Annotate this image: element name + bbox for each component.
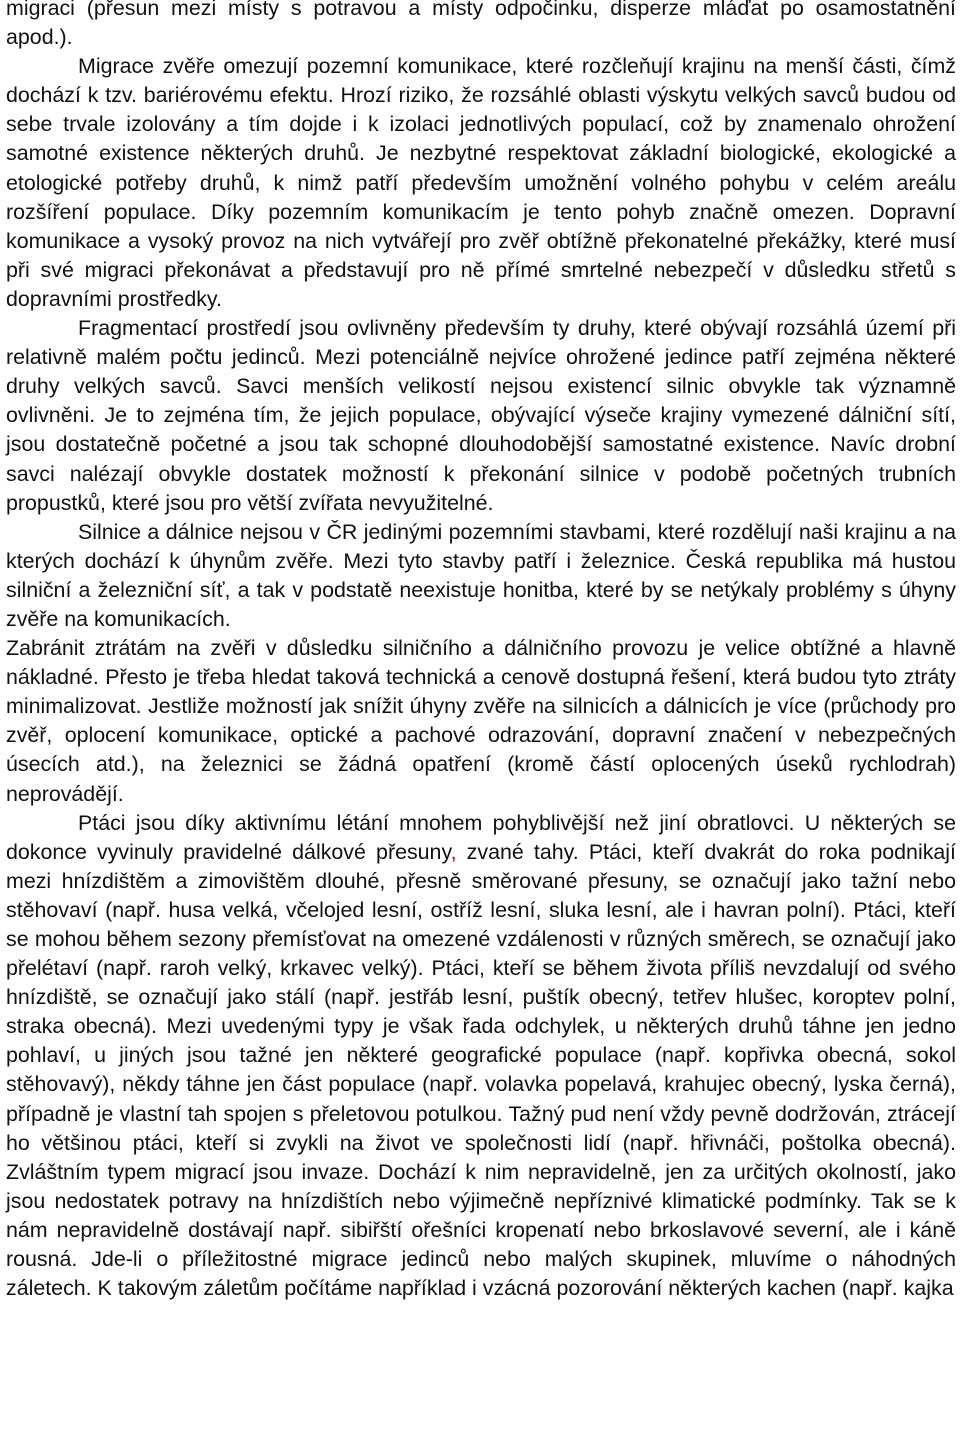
highlighted-comma: , — [450, 839, 457, 864]
paragraph-3 — [6, 314, 956, 518]
paragraph-4-text: Silnice a dálnice nejsou v ČR jedinými pozemními stavbami, které rozdělují naši krajinu a na kterých dochází k úhynům zvěře. Mezi tyto stavby patří i železnice. Česká republika má hustou silniční a železniční síť, a tak v podstatě neexistuje honitba, které by se netýkaly problémy s úhyny zvěře na komunikacích. — [6, 519, 956, 631]
paragraph-5-text: Zabránit ztrátám na zvěři v důsledku silničního a dálničního provozu je velice obtížné a hlavně nákladné. Přesto je třeba hledat taková technická a cenově dostupná řešení, která budou tyto ztráty minimalizovat. Jestliže možností jak snížit úhyny zvěře na silnicích a dálnicích je více (průchody pro zvěř, oplocení komunikace, optické a pachové odrazování, dopravní značení v nebezpečných úsecích atd.), na železnici se žádná opatření (kromě částí oplocených úseků rychlodrah) neprovádějí. — [6, 636, 956, 806]
paragraph-2 — [6, 52, 956, 314]
paragraph-6-text-b: zvané tahy. Ptáci, kteří dvakrát do roka podnikají mezi hnízdištěm a zimovištěm dlouhé, přesně směrované přesuny, se označují jako tažní nebo stěhovaví (např. husa velká, včelojed lesní, ostříž lesní, sluka lesní, ale i havran polní). Ptáci, kteří se mohou během sezony přemísťovat na omezené vzdálenosti v různých směrech, se označují jako přelétaví (např. raroh velký, krkavec velký). Ptáci, kteří se během života příliš nevzdalují od svého hnízdiště, se označují jako stálí (např. jestřáb lesní, puštík obecný, tetřev hlušec, koroptev polní, straka obecná). Mezi uvedenými typy je však řada odchylek, u některých druhů táhne jen jedno pohlaví, u jiných jsou tažné jen některé geografické populace (např. kopřivka obecná, sokol stěhovavý), někdy táhne jen část populace (např. volavka popelavá, krahujec obecný, lyska černá), případně je vlastní tah spojen s přeletovou potulkou. Tažný pud není vždy pevně dodržován, ztrácejí ho většinou ptáci, kteří si zvykli na život ve společnosti lidí (např. hřivnáči, poštolka obecná). Zvláštním typem migrací jsou invaze. Dochází k nim nepravidelně, jen za určitých okolností, jako jsou nedostatek potravy na hnízdištích nebo výjimečně nepříznivé klimatické podmínky. Tak se k nám nepravidelně dostávají např. sibiřští ořešníci kropenatí nebo brkoslavové severní, ale i káně rousná. Jde-li o příležitostné migrace jedinců nebo malých skupinek, mluvíme o náhodných záletech. K takovým záletům počítáme například i vzácná pozorování některých kachen (např. kajka — [6, 839, 956, 1301]
paragraph-5 — [6, 634, 956, 809]
paragraph-6 — [6, 809, 956, 1304]
paragraph-1-text: migraci (přesun mezi místy s potravou a místy odpočinku, disperze mláďat po osamostatnění apod.). — [6, 0, 956, 50]
paragraph-1 — [6, 0, 956, 52]
paragraph-3-text: Fragmentací prostředí jsou ovlivněny především ty druhy, které obývají rozsáhlá území při relativně malém počtu jedinců. Mezi potenciálně nejvíce ohrožené jedince patří zejména některé druhy velkých savců. Savci menších velikostí nejsou existencí silnic obvykle tak významně ovlivněni. Je to zejména tím, že jejich populace, obývající výseče krajiny vymezené dálniční sítí, jsou dostatečně početné a jsou tak schopné dlouhodobější samostatné existence. Navíc drobní savci nalézají obvykle dostatek možností k překonání silnice v podobě početných trubních propustků, které jsou pro větší zvířata nevyužitelné. — [6, 316, 956, 515]
paragraph-6-text-a: Ptáci jsou díky aktivnímu létání mnohem pohyblivější než jiní obratlovci. U některých se dokonce vyvinuly pravidelné dálkové přesuny — [6, 810, 956, 864]
paragraph-2-text: Migrace zvěře omezují pozemní komunikace, které rozčleňují krajinu na menší části, čímž dochází k tzv. bariérovému efektu. Hrozí riziko, že rozsáhlé oblasti výskytu velkých savců budou od sebe trvale izolovány a tím dojde i k izolaci jednotlivých populací, což by znamenalo ohrožení samotné existence některých druhů. Je nezbytné respektovat základní biologické, ekologické a etologické potřeby druhů, k nimž patří především umožnění volného pohybu v celém areálu rozšíření populace. Díky pozemním komunikacím je tento pohyb značně omezen. Dopravní komunikace a vysoký provoz na nich vytvářejí pro zvěř obtížně překonatelné překážky, které musí při své migraci překonávat a představují pro ně přímé smrtelné nebezpečí v důsledku střetů s dopravními prostředky. — [6, 54, 956, 311]
paragraph-4 — [6, 518, 956, 634]
document-page — [6, 0, 956, 1303]
